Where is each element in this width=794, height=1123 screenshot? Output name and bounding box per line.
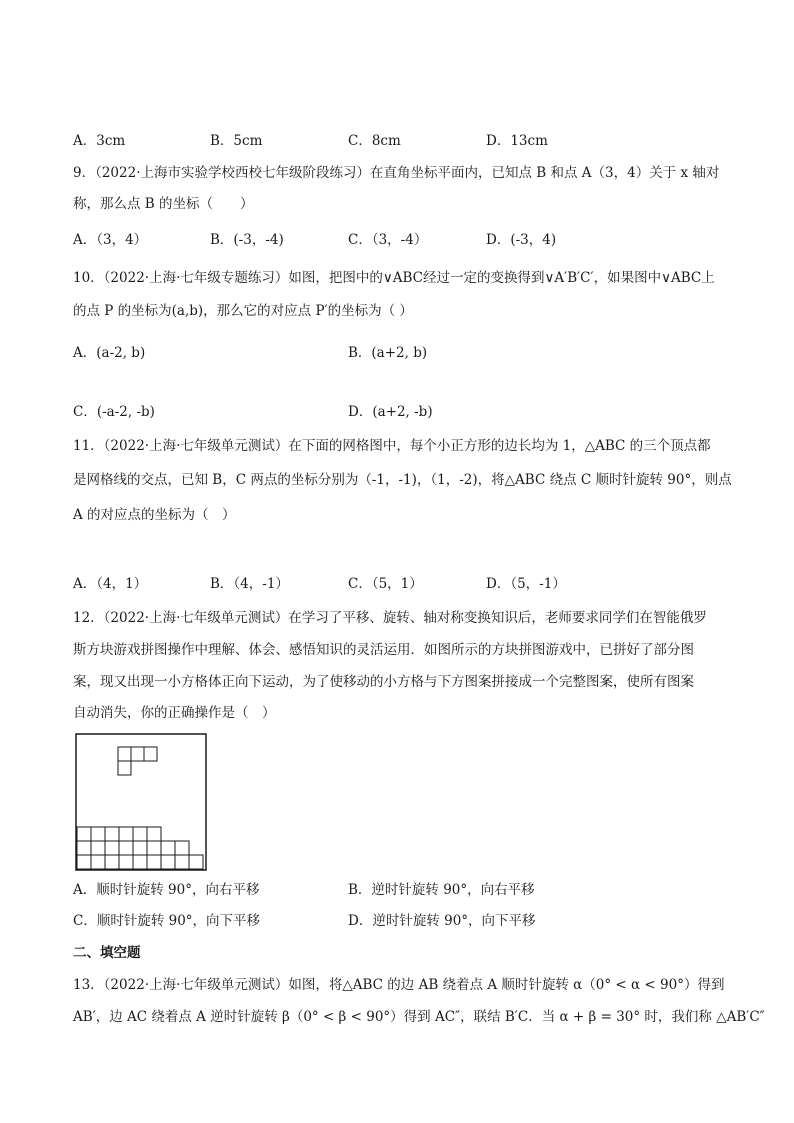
q11-option-d[interactable]: D．（5，-1） (486, 576, 566, 592)
q12-stem-line1: 12．（2022·上海·七年级单元测试）在学习了平移、旋转、轴对称变换知识后，老师要求同学们在智能俄罗 (73, 610, 707, 626)
q8-option-a[interactable]: A．3cm (73, 133, 126, 149)
q8-option-b[interactable]: B．5cm (210, 133, 263, 149)
q9-stem-line2: 称，那么点 B 的坐标（ ） (73, 196, 254, 212)
q13-stem-line2: AB′，边 AC 绕着点 A 逆时针旋转 β（0° < β < 90°）得到 AC″，联结 B′C．当 α + β = 30° 时，我们称 △AB′C″ (73, 1009, 765, 1025)
figure-frame (76, 734, 206, 870)
falling-piece (118, 747, 157, 775)
q8-option-d[interactable]: D．13cm (486, 133, 548, 149)
q12-option-a[interactable]: A．顺时针旋转 90°，向右平移 (73, 882, 260, 898)
q9-option-a[interactable]: A．（3，4） (73, 232, 148, 248)
q11-stem-line3: A 的对应点的坐标为（ ） (73, 507, 236, 523)
q9-stem-line1: 9．（2022·上海市实验学校西校七年级阶段练习）在直角坐标平面内，已知点 B 和点 A（3，4）关于 x 轴对 (73, 165, 720, 181)
q12-option-d[interactable]: D．逆时针旋转 90°，向下平移 (348, 913, 536, 929)
q12-stem-line2: 斯方块游戏拼图操作中理解、体会、感悟知识的灵活运用．如图所示的方块拼图游戏中，已拼好了部分图 (73, 642, 694, 658)
q11-stem-line1: 11．（2022·上海·七年级单元测试）在下面的网格图中，每个小正方形的边长均为 1，△ABC 的三个顶点都 (73, 438, 711, 454)
q10-stem-line1: 10．（2022·上海·七年级专题练习）如图，把图中的∨ABC经过一定的变换得到∨A′B′C′，如果图中∨ABC上 (73, 270, 715, 286)
q12-stem-line3: 案，现又出现一小方格体正向下运动，为了使移动的小方格与下方图案拼接成一个完整图案，使所有图案 (73, 674, 694, 690)
q8-option-c[interactable]: C．8cm (348, 133, 401, 149)
q10-option-c[interactable]: C．(-a-2, -b) (73, 404, 155, 420)
q10-option-b[interactable]: B．(a+2, b) (348, 345, 428, 361)
section-heading-fill-in: 二、填空题 (73, 945, 141, 961)
q10-option-a[interactable]: A．(a-2, b) (73, 345, 146, 361)
q9-option-b[interactable]: B．(-3，-4) (210, 232, 284, 248)
q11-option-c[interactable]: C．（5，1） (348, 576, 423, 592)
tetris-figure (75, 733, 207, 873)
q10-stem-line2: 的点 P 的坐标为(a,b)，那么它的对应点 P′的坐标为（ ） (73, 303, 413, 319)
q10-option-d[interactable]: D．(a+2, -b) (348, 404, 433, 420)
q9-option-c[interactable]: C．（3，-4） (348, 232, 428, 248)
q11-option-a[interactable]: A．（4，1） (73, 576, 148, 592)
q12-option-c[interactable]: C．顺时针旋转 90°，向下平移 (73, 913, 261, 929)
q12-option-b[interactable]: B．逆时针旋转 90°，向右平移 (348, 882, 535, 898)
q12-stem-line4: 自动消失，你的正确操作是（ ） (73, 705, 276, 721)
stacked-blocks (77, 827, 203, 869)
q11-option-b[interactable]: B．（4，-1） (210, 576, 289, 592)
q13-stem-line1: 13．（2022·上海·七年级单元测试）如图，将△ABC 的边 AB 绕着点 A 顺时针旋转 α（0° < α < 90°）得到 (73, 977, 725, 993)
q11-stem-line2: 是网格线的交点，已知 B，C 两点的坐标分别为（-1，-1)，（1，-2)，将△ABC 绕点 C 顺时针旋转 90°，则点 (73, 472, 732, 488)
q9-option-d[interactable]: D．(-3，4) (486, 232, 557, 248)
